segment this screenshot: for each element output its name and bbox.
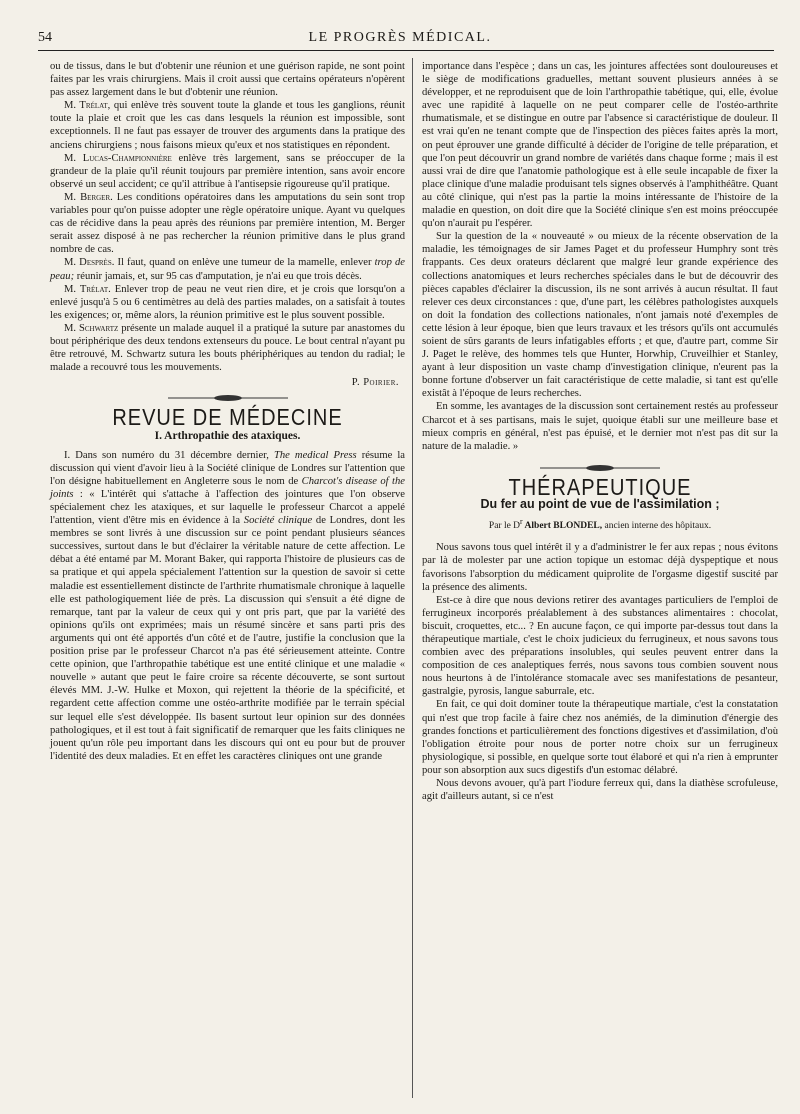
paragraph: En somme, les avantages de la discussion sont certainement restés au professeur Charcot et à ses partisans, mais le sujet, quoique établi sur une meilleure base et mieux compris en général, n'est pas épuisé, et le dernier mot n'est pas dit sur la nature de la maladie. » — [422, 401, 778, 452]
speaker-name: M. Trélat. — [64, 283, 111, 295]
paragraph: Est-ce à dire que nous devions retirer des avantages particuliers de l'emploi de ferrugineux incorporés préalablement à des substances alimentaires : chocolat, biscuit, croquettes, etc... ? En aucune façon, ce qui importe par-dessus tout dans la thérapeutique martiale, c'est le choix judicieux du ferrugineux, et nous savons tous combien avec des préparations insolubles, qui seules peuvent entrer dans la composition de ces analeptiques ferrés, nous savons tous combien souvent nous nous heurtons à de l'intolérance stomacale avec ses manifestations de pesanteur, gastralgie, pyrosis, langue saburrale, etc. — [422, 594, 778, 698]
speaker-name: M. Lucas-Championnière — [64, 152, 172, 164]
ornament-divider — [422, 463, 778, 476]
byline-sup: r — [520, 517, 523, 527]
byline-text: ancien interne des hôpitaux. — [602, 521, 712, 532]
paragraph — [50, 322, 405, 374]
paragraph-text: Les conditions opératoires dans les amputations du sein sont trop variables pour qu'on puisse adopter une règle opératoire unique. Ayant vu quelques cas de récidive dans la peau après des réunions par première intention, M. Berger serait assez disposé à ne pas rechercher la réunion primitive dans le plus grand nombre de cas. — [50, 191, 405, 256]
column-divider — [412, 58, 413, 1098]
paragraph-text: de Londres, dont les membres se sont livrés à une discussion sur ce point pendant plusieurs séances successives, surtout dans le but d'éclairer la véritable nature de cette affection. Le débat a été entamé par M. Morant Baker, qui rapporta l'histoire de plusieurs cas de sa pratique et qui appela spécialement l'attention sur la question de savoir si cette maladie est essentiellement distincte de l'arthrite rhumatismale chronique à laquelle elle est pathologiquement liée de près. La discussion qui s'ensuit a été digne de remarque, tant par la valeur de ceux qui y ont pris part, que par la variété des opinions qu'ils ont exprimées; mais un résumé sincère et sans parti pris des arguments qui ont été apportés d'un côté et de l'autre, justifie la conclusion que la position prise par le professeur Charcot n'a pas été sérieusement atteinte. Contre cette opinion, que l'arthropathie tabétique est une entité clinique et une maladie « nouvelle » autant que peut le faire croire sa récente découverte, se sont surtout élevés MM. J.-W. Hulke et Moxon, qui rejettent la théorie de la spécificité, et regardent cette affection comme une ostéo-arthrite modifiée par le terrain spécial sur lequel elle s'est développée. Ils basent surtout leur opinion sur des données pathologiques, et il est tout à fait significatif de remarquer que les faits cliniques ne jouent qu'un rôle peu important dans les discours qui ont eu pour but de prouver l'identité des deux maladies. Et en effet les caractères cliniques ont une grande — [50, 515, 405, 762]
paragraph — [50, 449, 405, 763]
author-signature: P. Poirier. — [351, 377, 399, 389]
emphasis: trop de peau; — [50, 257, 405, 282]
paragraph-text: résume la discussion qui vient d'avoir lieu à la Société clinique de Londres sur l'attention que l'on désigne habituellement en Angleterre sous le nom de — [50, 449, 405, 487]
emphasis: Société clinique — [243, 515, 313, 527]
right-column — [422, 60, 778, 803]
paragraph — [50, 191, 405, 256]
emphasis: Charcot's disease of the joints — [50, 475, 405, 500]
paragraph-text: qui enlève très souvent toute la glande et tous les ganglions, réunit toute la plaie et croit que les cas dans lesquels la réunion est impossible, sont exceptionnels. Il ne faut pas essayer de trouver des arguments dans la pratique des anciens chirurgiens ; nous faisons mieux qu'eux et nos statistiques en répondent. — [50, 100, 406, 151]
running-title: LE PROGRÈS MÉDICAL. — [308, 30, 492, 45]
page-number: 54 — [38, 30, 52, 45]
paragraph-text: réunir jamais, et, sur 95 cas d'amputation, je n'ai eu que trois décès. — [74, 270, 362, 282]
paragraph: Sur la question de la « nouveauté » ou mieux de la récente observation de la maladie, les témoignages de sir James Paget et du professeur Humphry sont très frappants. Ces deux orateurs déclarent que malgré leur grande expérience des collections anatomiques et leurs recherches spéciales dans le but de découvrir des pièces capables d'éclairer la discussion, ils ne sont arrivés à aucun résultat. Il faut relever ces deux circonstances : que, d'une part, les célèbres pathologistes auxquels on doit la fondation des collections nationales, n'ont jamais noté d'exemples de cette lésion à leur époque, bien que leurs travaux et les trésors qu'ils ont accumulés soient de sûrs garants de leurs infatigables efforts ; et que, d'autre part, comme Sir J. Paget le relève, des hommes tels que Hunter, Horwhip, Cruveilhier et Stanley, ayant à leur disposition un vaste champ d'investigation clinique, n'eurent pas la bonne fortune d'observer un fait caractéristique de cette maladie, si tant est qu'elle existât à l'époque de leurs recherches. — [422, 231, 778, 400]
byline — [422, 515, 778, 533]
emphasis: The medical Press — [273, 449, 357, 461]
header-rule — [38, 50, 774, 51]
article-title: I. Arthropathie des ataxiques. — [154, 429, 301, 442]
section-title: REVUE DE MÉDECINE — [112, 405, 343, 432]
left-column — [50, 60, 405, 763]
author-name: Albert BLONDEL, — [522, 521, 603, 532]
paragraph — [50, 283, 405, 322]
paragraph-text: présente un malade auquel il a pratiqué la suture par anastomes du bout périphérique des deux tendons extenseurs du pouce. Le bout central n'ayant pu être retrouvé, M. Schwartz sutura les bouts phériphériques au tendon du radial; le malade a recouvré tous les mouvements. — [50, 322, 405, 374]
paragraph: importance dans l'espèce ; dans un cas, les jointures affectées sont douloureuses et le siège de modifications graduelles, mettant souvent plusieurs années à se développer, et ne reproduisent que de loin l'arthropathie tabétique, qui, elle, évolue avec une rapidité à laquelle on ne peut comparer celle de l'ostéo-arthrite rhumatismale, et se distingue en outre par l'absence si caractéristique de douleur. Il est vrai qu'en ne tenant compte que de l'inspection des pièces faites après la mort, on peut éprouver une grande difficulté à décider de l'origine de telle préparation, et que l'on peut découvrir un grand nombre de variétés dans chaque forme ; mais il est aussi vrai de dire que l'anatomie pathologique est à elle seule incapable de fixer la place clinique d'une maladie produisant tels signes observés à l'amphithéâtre. Quant au côté clinique, qui n'est pas la partie la moins intéressante de l'histoire de la maladie en question, on doit dire que la Société clinique s'en est moins préoccupée qu'on n'aurait pu l'espérer. — [422, 61, 778, 230]
paragraph: Nous devons avouer, qu'à part l'iodure ferreux qui, dans la diathèse scrofuleuse, agit d'ailleurs autant, si ce n'est — [422, 778, 778, 803]
paragraph: ou de tissus, dans le but d'obtenir une réunion et une guérison rapide, ne sont point faites par les vrais chirurgiens. Mais il croit aussi que certains opérateurs n'opèrent pas assez largement dans le but d'obtenir une réunion. — [50, 61, 405, 99]
paragraph — [50, 256, 405, 282]
speaker-name: M. Schwartz — [64, 322, 119, 334]
paragraph — [50, 152, 405, 191]
paragraph-text: : « L'intérêt qui s'attache à l'affection des jointures que l'on observe spécialement chez les ataxiques, et sur laquelle le professeur Charcot a appelé l'attention, vient d'être mis en évidence à la — [50, 488, 405, 527]
paragraph-text: Il faut, quand on enlève une tumeur de la mamelle, enlever — [114, 257, 375, 269]
paragraph: Nous savons tous quel intérêt il y a d'administrer le fer aux repas ; nous évitons par là de molester par une action topique un estomac déjà dyspeptique et nous favorisons l'absorption du médicament quiprolite de l'orgasme digestif suscité par la présence des aliments. — [422, 542, 778, 593]
paragraph-text: I. Dans son numéro du 31 décembre dernier, — [64, 449, 274, 461]
speaker-name: M. Desprès. — [64, 257, 115, 269]
paragraph-text: enlève très largement, sans se préoccuper de la grandeur de la plaie qu'il réunit toujours par première intention, sans avoir encore observé un seul accident; ce qu'il attribue à l'antisepsie rigoureuse qu'il pratique. — [50, 152, 405, 190]
paragraph-text: Enlever trop de peau ne veut rien dire, et je crois que lorsqu'on a enlevé jusqu'à 5 ou 6 centimètres au delà des parties malades, on a satisfait à toutes les exigences; or, même alors, la réunion primitive est le plus souvent possible. — [50, 283, 406, 321]
paragraph: En fait, ce qui doit dominer toute la thérapeutique martiale, c'est la constatation qui n'est que trop facile à faire chez nos anémiés, de la diminution d'énergie des grandes fonctions et particulièrement des fonctions digestives et d'assimilation, d'où l'obligation étroite pour nous de porter notre choix sur un ferrugineux physiologique, si possible, en quelque sorte tout élaboré et qui n'a rien à emprunter pour son absorption aux sucs digestifs d'un estomac délabré. — [422, 699, 778, 776]
article-title: Du fer au point de vue de l'assimilation ; — [480, 497, 720, 511]
section-title: THÉRAPEUTIQUE — [508, 475, 692, 501]
paragraph — [50, 99, 405, 151]
speaker-name: M. Trélat, — [64, 100, 111, 112]
speaker-name: M. Berger. — [64, 191, 113, 203]
byline-text: Par le D — [488, 521, 521, 532]
